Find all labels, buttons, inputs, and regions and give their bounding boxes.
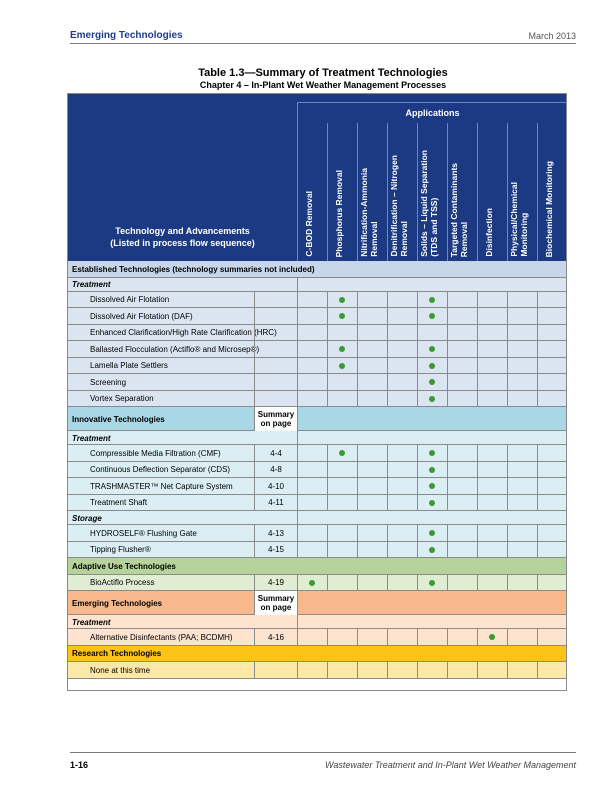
application-cell [297, 391, 327, 408]
application-cell [447, 478, 477, 495]
category-divider [297, 511, 298, 525]
technology-name: TRASHMASTER™ Net Capture System [90, 481, 233, 491]
application-cell [447, 445, 477, 462]
column-header-line1: Disinfection [484, 208, 494, 257]
running-header-date: March 2013 [528, 31, 576, 41]
table-row [68, 662, 566, 679]
column-header-line1: Solids – Liquid Separation [419, 150, 429, 257]
column-separator [387, 123, 388, 261]
application-cell [537, 391, 567, 408]
table-subtitle: Chapter 4 – In-Plant Wet Weather Management Processes [199, 80, 447, 90]
column-separator [507, 123, 508, 261]
application-cell [507, 308, 537, 325]
technology-name: Alternative Disinfectants (PAA; BCDMH) [90, 632, 233, 642]
section-row [68, 591, 566, 615]
application-cell [537, 341, 567, 358]
category-title: Treatment [72, 280, 111, 289]
column-separator [327, 123, 328, 261]
technology-name: Enhanced Clarification/High Rate Clarification (HRC) [90, 328, 277, 338]
application-cell [357, 525, 387, 542]
application-cell [537, 629, 567, 646]
application-cell [417, 662, 447, 679]
section-title: Research Technologies [72, 649, 162, 659]
application-cell [447, 495, 477, 512]
application-cell [387, 542, 417, 559]
application-cell [387, 462, 417, 479]
section-row [68, 261, 566, 278]
application-cell [297, 292, 327, 309]
section-applications-band [297, 591, 567, 615]
application-cell [507, 662, 537, 679]
technology-name: Lamella Plate Settlers [90, 361, 168, 371]
application-cell [387, 292, 417, 309]
application-cell [447, 391, 477, 408]
application-cell [537, 525, 567, 542]
category-row [68, 511, 566, 525]
application-cell [357, 478, 387, 495]
application-cell [297, 542, 327, 559]
application-cell [447, 462, 477, 479]
column-separator [357, 123, 358, 261]
application-cell [357, 462, 387, 479]
column-header-line2: (TDS and TSS) [429, 197, 439, 257]
column-header-line1: Biochemical Monitoring [544, 160, 554, 257]
application-cell [327, 374, 357, 391]
application-cell [537, 292, 567, 309]
summary-page: 4-16 [254, 629, 297, 646]
summary-page [254, 358, 297, 375]
application-cell [387, 325, 417, 342]
application-cell [537, 478, 567, 495]
applies-dot [429, 467, 435, 473]
application-cell [477, 341, 507, 358]
application-cell [447, 325, 477, 342]
application-cell [357, 308, 387, 325]
category-row [68, 278, 566, 292]
applies-dot [429, 500, 435, 506]
application-cell [357, 445, 387, 462]
column-separator [477, 123, 478, 261]
application-cell [327, 325, 357, 342]
application-cell [387, 575, 417, 592]
application-cell [447, 358, 477, 375]
table-row [68, 445, 566, 462]
application-cell [327, 662, 357, 679]
application-cell [297, 478, 327, 495]
application-column-header [509, 182, 529, 257]
application-cell [507, 495, 537, 512]
section-title: Innovative Technologies [72, 414, 165, 424]
application-cell [327, 542, 357, 559]
application-cell [417, 325, 447, 342]
summary-on-page-header [254, 591, 297, 615]
application-cell [507, 341, 537, 358]
application-cell [507, 525, 537, 542]
footer-book-title: Wastewater Treatment and In-Plant Wet Weather Management [325, 760, 576, 770]
application-cell [507, 542, 537, 559]
table-row [68, 495, 566, 512]
column-separator [537, 123, 538, 261]
application-cell [297, 662, 327, 679]
application-cell [357, 542, 387, 559]
table-row [68, 462, 566, 479]
application-cell [477, 525, 507, 542]
application-cell [507, 575, 537, 592]
application-cell [387, 445, 417, 462]
application-cell [477, 462, 507, 479]
column-separator [297, 123, 298, 261]
summary-page: 4-10 [254, 478, 297, 495]
category-divider [297, 431, 298, 445]
category-row [68, 615, 566, 629]
application-cell [477, 445, 507, 462]
summary-on-page-header [254, 407, 297, 431]
application-cell [507, 374, 537, 391]
application-cell [357, 325, 387, 342]
section-row [68, 407, 566, 431]
applies-dot [429, 363, 435, 369]
header-rule [70, 43, 576, 44]
section-row [68, 646, 566, 663]
application-cell [387, 341, 417, 358]
column-header-line1: C-BOD Removal [304, 191, 314, 257]
footer-rule [70, 752, 576, 753]
summary-page [254, 662, 297, 679]
category-divider [297, 278, 298, 292]
category-title: Treatment [72, 433, 111, 443]
application-cell [507, 629, 537, 646]
table-header [68, 94, 566, 261]
application-column-header [419, 150, 439, 257]
applications-header: Applications [297, 102, 567, 123]
application-column-header [484, 208, 494, 257]
application-cell [387, 374, 417, 391]
column-separator [417, 123, 418, 261]
application-cell [357, 374, 387, 391]
application-cell [477, 495, 507, 512]
application-cell [327, 575, 357, 592]
summary-page: 4-13 [254, 525, 297, 542]
section-title: Established Technologies (technology summaries not included) [72, 264, 315, 274]
application-cell [477, 391, 507, 408]
column-header-line2: Monitoring [519, 213, 529, 257]
category-divider [297, 615, 298, 629]
applies-dot [429, 547, 435, 553]
application-cell [537, 445, 567, 462]
application-cell [357, 358, 387, 375]
table-row [68, 292, 566, 309]
application-cell [357, 495, 387, 512]
application-cell [477, 308, 507, 325]
application-cell [387, 629, 417, 646]
technology-name: Continuous Deflection Separator (CDS) [90, 465, 231, 475]
table-row [68, 358, 566, 375]
application-cell [327, 391, 357, 408]
application-cell [507, 462, 537, 479]
technology-name: HYDROSELF® Flushing Gate [90, 528, 197, 538]
technology-name: Vortex Separation [90, 394, 154, 404]
summary-page [254, 325, 297, 342]
applies-dot [429, 396, 435, 402]
application-cell [297, 629, 327, 646]
technology-name: Dissolved Air Flotation (DAF) [90, 311, 193, 321]
applies-dot [339, 297, 345, 303]
application-cell [477, 478, 507, 495]
application-column-header [334, 170, 344, 257]
application-cell [357, 575, 387, 592]
application-cell [417, 629, 447, 646]
application-cell [447, 542, 477, 559]
summary-page [254, 292, 297, 309]
application-cell [477, 575, 507, 592]
applies-dot [429, 580, 435, 586]
application-cell [387, 525, 417, 542]
application-cell [537, 662, 567, 679]
application-cell [297, 462, 327, 479]
application-cell [297, 445, 327, 462]
column-header-line1: Targeted Contaminants [449, 162, 459, 257]
column-separator [447, 123, 448, 261]
column-header-line1: Denitrification – Nitrogen [389, 155, 399, 257]
application-cell [447, 341, 477, 358]
applies-dot [429, 297, 435, 303]
application-column-header [304, 191, 314, 257]
summary-page [254, 391, 297, 408]
application-cell [537, 325, 567, 342]
application-cell [297, 358, 327, 375]
table-title: Table 1.3—Summary of Treatment Technologies [198, 67, 448, 79]
application-cell [297, 308, 327, 325]
application-cell [357, 341, 387, 358]
application-cell [477, 662, 507, 679]
summary-page: 4-15 [254, 542, 297, 559]
application-cell [357, 662, 387, 679]
table-row [68, 325, 566, 342]
column-header-line2: Removal [369, 221, 379, 257]
summary-table [67, 93, 567, 691]
application-cell [507, 445, 537, 462]
page-number: 1-16 [70, 760, 89, 770]
application-cell [447, 662, 477, 679]
application-cell [327, 462, 357, 479]
summary-page [254, 308, 297, 325]
summary-page: 4-19 [254, 575, 297, 592]
category-title: Storage [72, 513, 102, 523]
application-cell [447, 292, 477, 309]
table-row [68, 575, 566, 592]
technology-name: BioActiflo Process [90, 578, 155, 588]
applies-dot [309, 580, 315, 586]
application-cell [447, 575, 477, 592]
application-cell [297, 374, 327, 391]
summary-header-line1: Summary [257, 594, 295, 603]
technology-name: Ballasted Flocculation (Actiflo® and Microsep®) [90, 344, 260, 354]
application-cell [327, 629, 357, 646]
running-header-title: Emerging Technologies [70, 30, 183, 41]
application-cell [537, 542, 567, 559]
section-applications-band [297, 407, 567, 431]
column-header-line2: Removal [459, 221, 469, 257]
section-title: Adaptive Use Technologies [72, 561, 176, 571]
technology-name: Screening [90, 377, 127, 387]
column-header-line1: Phosphorus Removal [334, 169, 344, 257]
application-cell [357, 629, 387, 646]
application-column-header [359, 168, 379, 257]
application-cell [507, 292, 537, 309]
application-cell [537, 462, 567, 479]
application-column-header [389, 155, 409, 257]
application-cell [297, 495, 327, 512]
category-title: Treatment [72, 617, 111, 627]
application-cell [507, 358, 537, 375]
application-cell [447, 374, 477, 391]
application-cell [537, 358, 567, 375]
table-row [68, 308, 566, 325]
application-cell [537, 495, 567, 512]
table-row [68, 478, 566, 495]
summary-page: 4-11 [254, 495, 297, 512]
application-cell [357, 292, 387, 309]
application-cell [507, 478, 537, 495]
application-cell [387, 308, 417, 325]
application-cell [327, 478, 357, 495]
table-row [68, 525, 566, 542]
table-row [68, 629, 566, 646]
summary-page: 4-8 [254, 462, 297, 479]
summary-page [254, 374, 297, 391]
application-cell [297, 325, 327, 342]
application-cell [447, 308, 477, 325]
summary-header-line1: Summary [257, 410, 295, 419]
application-cell [327, 525, 357, 542]
application-cell [357, 391, 387, 408]
summary-page [254, 341, 297, 358]
table-row [68, 542, 566, 559]
application-cell [297, 341, 327, 358]
technology-name: Compressible Media Filtration (CMF) [90, 448, 221, 458]
application-cell [327, 495, 357, 512]
application-cell [447, 629, 477, 646]
application-cell [297, 525, 327, 542]
application-cell [387, 478, 417, 495]
column-header-line1: Nitrification-Ammonia [359, 168, 369, 257]
table-row [68, 391, 566, 408]
application-cell [477, 542, 507, 559]
application-cell [477, 374, 507, 391]
category-row [68, 431, 566, 445]
application-cell [537, 575, 567, 592]
application-cell [537, 308, 567, 325]
application-column-header [449, 163, 469, 257]
application-cell [387, 391, 417, 408]
technology-name: None at this time [90, 665, 151, 675]
technology-name: Dissolved Air Flotation [90, 295, 170, 305]
technology-header-line1: Technology and Advancements [115, 226, 250, 236]
section-row [68, 558, 566, 575]
table-row [68, 374, 566, 391]
table-row [68, 341, 566, 358]
application-cell [477, 292, 507, 309]
application-cell [537, 374, 567, 391]
column-header-line1: Physical/Chemical [509, 182, 519, 257]
technology-column-header [68, 225, 297, 249]
section-title: Emerging Technologies [72, 598, 163, 608]
technology-name: Tipping Flusher® [90, 545, 151, 555]
applies-dot [339, 363, 345, 369]
summary-header-line2: on page [260, 603, 292, 612]
application-cell [387, 358, 417, 375]
application-cell [447, 525, 477, 542]
technology-header-line2: (Listed in process flow sequence) [110, 238, 255, 248]
summary-header-line2: on page [260, 419, 292, 428]
application-cell [477, 325, 507, 342]
application-cell [387, 662, 417, 679]
application-cell [477, 358, 507, 375]
column-header-line2: Removal [399, 221, 409, 257]
summary-page: 4-4 [254, 445, 297, 462]
application-column-header [544, 161, 554, 257]
application-cell [507, 325, 537, 342]
application-cell [387, 495, 417, 512]
technology-name: Treatment Shaft [90, 498, 148, 508]
application-cell [507, 391, 537, 408]
